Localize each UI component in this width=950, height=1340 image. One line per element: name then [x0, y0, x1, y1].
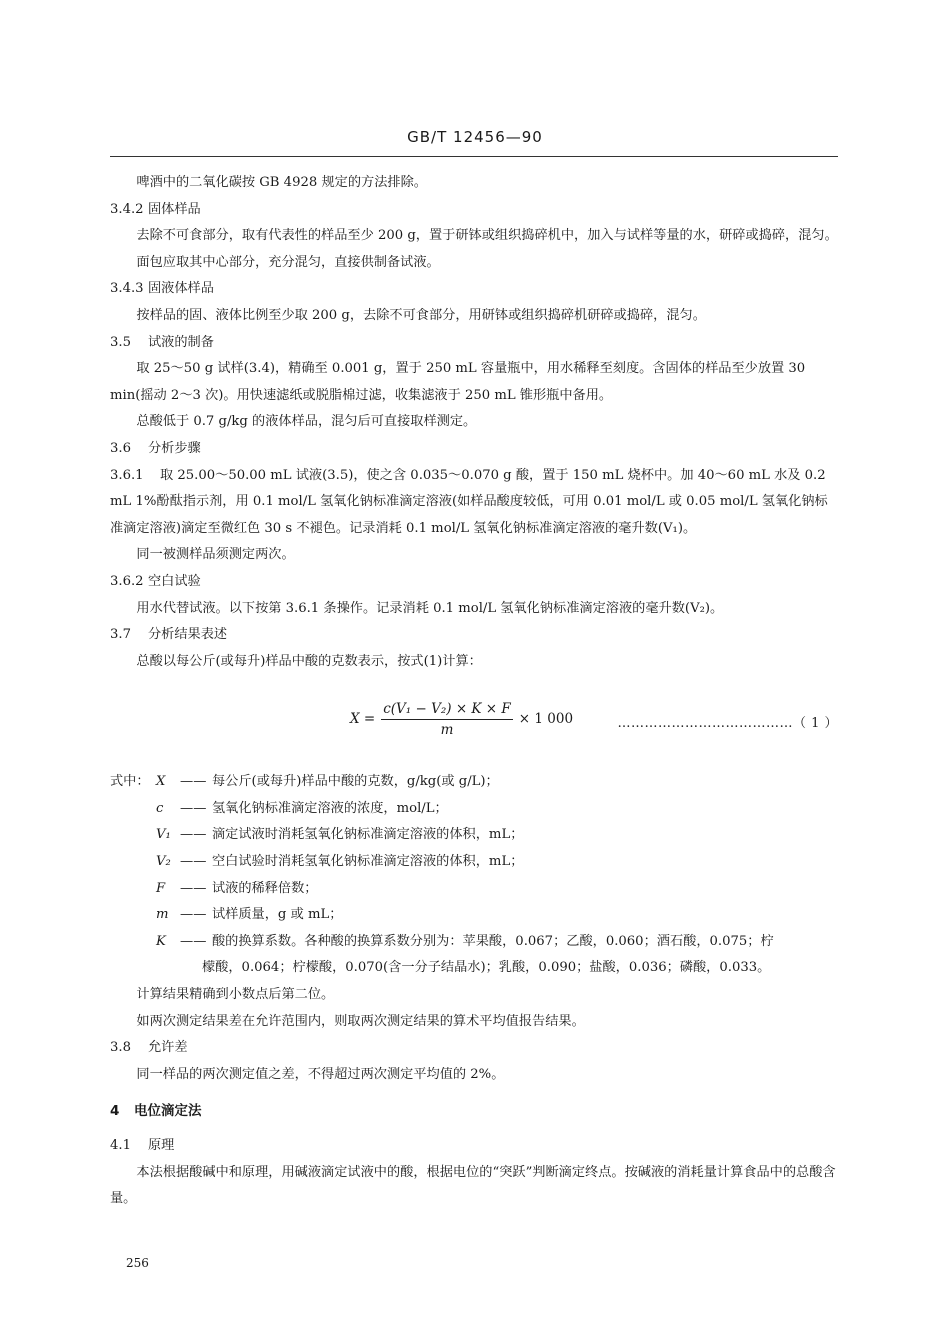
- formula-fraction: [381, 699, 513, 740]
- paragraph: 如两次测定结果差在允许范围内，则取两次测定结果的算术平均值报告结果。: [136, 1013, 585, 1029]
- definition-dash: ——: [180, 933, 207, 949]
- formula-denominator: m: [440, 722, 454, 739]
- paragraph: 总酸以每公斤(或每升)样品中酸的克数表示，按式(1)计算：: [136, 653, 482, 669]
- definition-text: 试样质量，g 或 mL；: [212, 907, 343, 923]
- section-heading-3-4-2: [110, 197, 838, 224]
- formula-block: [110, 681, 838, 761]
- paragraph: 同一样品的两次测定值之差，不得超过两次测定平均值的 2%。: [136, 1066, 505, 1082]
- section-heading-3-6: [110, 436, 838, 463]
- definition-symbol: K: [156, 933, 166, 949]
- definition-dash: ——: [180, 827, 207, 843]
- section-number: 4: [110, 1103, 120, 1120]
- section-number: 3.7: [110, 627, 131, 643]
- section-number: 3.4.3: [110, 281, 144, 297]
- definition-text: 滴定试液时消耗氢氧化钠标准滴定溶液的体积，mL；: [212, 827, 524, 843]
- section-number: 3.4.2: [110, 201, 144, 217]
- paragraph: 按样品的固、液体比例至少取 200 g，去除不可食部分，用研钵或组织捣碎机研碎或捣碎，混匀。: [136, 307, 706, 323]
- definition-text: 酸的换算系数。各种酸的换算系数分别为：苹果酸，0.067；乙酸，0.060；酒石酸，0.075；柠: [212, 933, 774, 949]
- definition-row: [110, 929, 838, 956]
- definition-text: 空白试验时消耗氢氧化钠标准滴定溶液的体积，mL；: [212, 854, 524, 870]
- section-title: 试液的制备: [148, 334, 214, 350]
- section-title: 分析结果表述: [148, 627, 228, 643]
- section-title: 分析步骤: [148, 440, 201, 456]
- section-title: 允许差: [148, 1040, 188, 1056]
- paragraph: 用水代替试液。以下按第 3.6.1 条操作。记录消耗 0.1 mol/L 氢氧化钠标准滴定溶液的毫升数(V₂)。: [136, 600, 724, 616]
- section-title: 空白试验: [148, 573, 201, 589]
- definition-dash: ——: [180, 880, 207, 896]
- section-number: 4.1: [110, 1138, 131, 1153]
- section-title: 固体样品: [148, 201, 201, 217]
- page-number: 256: [126, 1256, 149, 1270]
- section-heading-3-4-3: [110, 276, 838, 303]
- paragraph-text: 取 25.00～50.00 mL 试液(3.5)，使之含 0.035～0.070 g 酸，置于 150 mL 烧杯中。加 40～60 mL 水及 0.2 mL 1%酚酞指示剂，用 0.1 mol/L 氢氧化钠标准滴定溶液(如样品酸度较低，可用 0.01 mol/L 或 0.05 mol/L 氢氧化钠标准滴定溶液)滴定至微红色 30 s 不褪色。记录消耗 0.1 mol/L 氢氧化钠标准滴定溶液的毫升数(V₁)。: [110, 467, 828, 536]
- paragraph: 同一被测样品须测定两次。: [136, 547, 295, 563]
- definition-dash: ——: [180, 800, 207, 816]
- formula-lhs: X =: [350, 711, 376, 728]
- definition-text: 每公斤(或每升)样品中酸的克数，g/kg(或 g/L)；: [212, 774, 499, 790]
- section-number: 3.5: [110, 334, 131, 350]
- section-heading-3-5: [110, 330, 838, 357]
- paragraph: 总酸低于 0.7 g/kg 的液体样品，混匀后可直接取样测定。: [136, 414, 477, 430]
- equation-number: …………………………………（ 1 ）: [617, 716, 838, 732]
- paragraph-3-6-1: [110, 463, 838, 543]
- section-number: 3.6.2: [110, 573, 144, 589]
- formula-multiplier: × 1 000: [518, 711, 574, 728]
- definition-dash: ——: [180, 774, 207, 790]
- formula: [350, 699, 573, 740]
- definition-symbol: F: [156, 880, 166, 896]
- definition-dash: ——: [180, 907, 207, 923]
- section-heading-3-7: [110, 622, 838, 649]
- definition-symbol: V₁: [156, 827, 171, 843]
- definition-symbol: V₂: [156, 854, 171, 870]
- definition-row: [110, 769, 838, 796]
- section-title: 原理: [148, 1138, 175, 1153]
- section-title: 电位滴定法: [134, 1103, 202, 1120]
- definition-dash: ——: [180, 854, 207, 870]
- formula-numerator: c(V₁ − V₂) × K × F: [383, 701, 511, 718]
- definition-symbol: c: [156, 800, 164, 816]
- definitions-lead: 式中：: [110, 774, 150, 790]
- section-number: 3.8: [110, 1040, 131, 1056]
- paragraph: 取 25～50 g 试样(3.4)，精确至 0.001 g，置于 250 mL 容量瓶中，用水稀释至刻度。含固体的样品至少放置 30 min(摇动 2～3 次)。用快速滤纸或脱脂棉过滤，收集滤液于 250 mL 锥形瓶中备用。: [110, 361, 806, 403]
- definition-row: [110, 876, 838, 903]
- section-number: 3.6.1: [110, 467, 144, 483]
- section-heading-4: [110, 1098, 838, 1125]
- definition-row: [110, 822, 838, 849]
- header-rule: [110, 156, 838, 157]
- definition-row: [110, 902, 838, 929]
- paragraph: 去除不可食部分，取有代表性的样品至少 200 g，置于研钵或组织捣碎机中，加入与试样等量的水，研碎或捣碎，混匀。: [136, 228, 838, 244]
- definition-continuation: 檬酸，0.064；柠檬酸，0.070(含一分子结晶水)；乳酸，0.090；盐酸，0.036；磷酸，0.033。: [202, 960, 771, 976]
- section-heading-4-1: [110, 1133, 838, 1160]
- definition-symbol: X: [156, 774, 166, 790]
- section-heading-3-8: [110, 1035, 838, 1062]
- document-body: [110, 170, 838, 1213]
- section-heading-3-6-2: [110, 569, 838, 596]
- definition-text: 试液的稀释倍数；: [212, 880, 318, 896]
- paragraph: 计算结果精确到小数点后第二位。: [136, 987, 335, 1003]
- definition-text: 氢氧化钠标准滴定溶液的浓度，mol/L；: [212, 800, 448, 816]
- definition-row: [110, 849, 838, 876]
- standard-code-header: GB/T 12456—90: [407, 128, 543, 146]
- paragraph: 啤酒中的二氧化碳按 GB 4928 规定的方法排除。: [136, 175, 427, 190]
- variable-definitions: [110, 769, 838, 982]
- section-number: 3.6: [110, 440, 131, 456]
- definition-row: [110, 796, 838, 823]
- paragraph: 本法根据酸碱中和原理，用碱液滴定试液中的酸，根据电位的“突跃”判断滴定终点。按碱液的消耗量计算食品中的总酸含量。: [110, 1164, 836, 1207]
- definition-symbol: m: [156, 907, 169, 923]
- section-title: 固液体样品: [148, 281, 214, 297]
- paragraph: 面包应取其中心部分，充分混匀，直接供制备试液。: [136, 254, 440, 270]
